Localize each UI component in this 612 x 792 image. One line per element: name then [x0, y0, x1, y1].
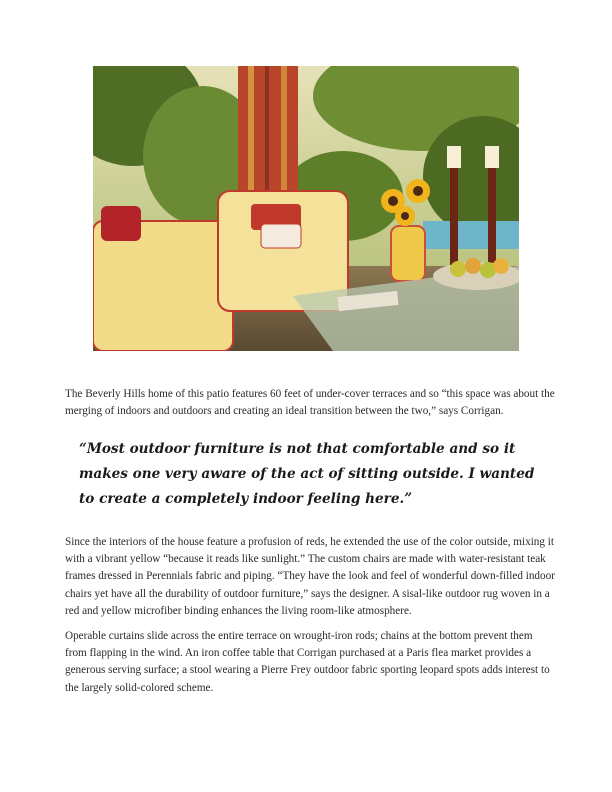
cushion-red — [101, 206, 141, 241]
candlestick-right — [488, 166, 496, 276]
body-paragraph-2 — [65, 628, 555, 697]
candlestick-left — [450, 166, 458, 276]
patio-illustration — [93, 66, 519, 351]
paragraph-text: Since the interiors of the house feature a profusion of reds, he extended the use of the color outside, mixing it with a vibrant yellow “because it reads like sunlight.” The custom chairs are made with water-resistant teak frames dressed in Perennials fabric and piping. “They have the look and feel of wonderful down-filled indoor chairs yet have all the durability of outdoor furniture,” says the designer. A sisal-like outdoor rug woven in a red and yellow microfiber binding enhances the living room-like atmosphere. — [65, 536, 555, 617]
caption-text: The Beverly Hills home of this patio features 60 feet of under-cover terraces and so “this space was about the merging of indoors and outdoors and creating an ideal transition between the two,” says Corrigan. — [65, 388, 555, 417]
photo-caption — [65, 386, 555, 420]
body-paragraph-1 — [65, 534, 555, 620]
pool — [423, 221, 519, 249]
paragraph-text: Operable curtains slide across the entire terrace on wrought-iron rods; chains at the bottom prevent them from flapping in the wind. An iron coffee table that Corrigan purchased at a Paris flea market provides a generous serving surface; a stool wearing a Pierre Frey outdoor fabric sporting leopard spots adds interest to the largely solid-colored scheme. — [65, 630, 550, 694]
patio-photo — [93, 66, 519, 351]
pull-quote: “Most outdoor furniture is not that comfortable and so it makes one very aware of the act of sitting outside. I wanted to create a completely indoor feeling here.” — [79, 441, 535, 507]
checkered-vase — [391, 226, 425, 281]
